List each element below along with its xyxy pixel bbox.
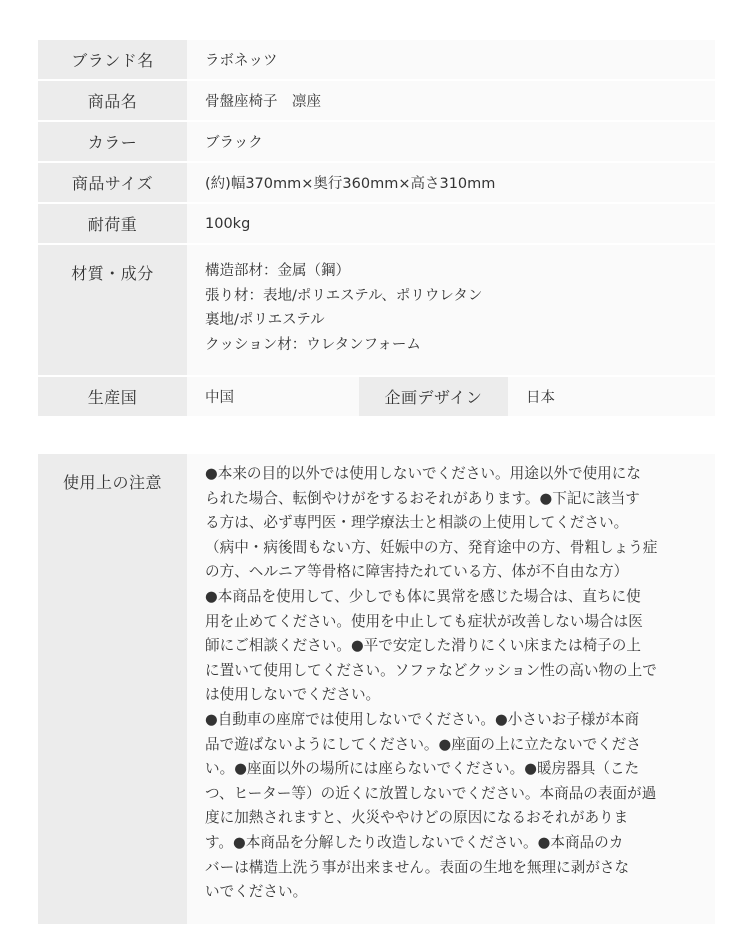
plan-design-label: 企画デザイン	[359, 377, 508, 416]
notice-line: いでください。	[205, 883, 308, 901]
origin-value: 中国	[187, 377, 359, 416]
size-value: (約)幅370mm×奥行360mm×高さ310mm	[187, 163, 715, 202]
usage-notice-text	[187, 454, 715, 924]
load-capacity-value: 100kg	[187, 204, 715, 243]
usage-notice-label: 使用上の注意	[38, 454, 187, 924]
material-line: クッション材：ウレタンフォーム	[205, 336, 421, 353]
notice-line: ●自動車の座席では使用しないでください。●小さいお子様が本商	[205, 710, 640, 728]
notice-line: バーは構造上洗う事が出来ません。表面の生地を無理に剥がさな	[205, 858, 630, 876]
notice-line: ●本商品を使用して、少しでも体に異常を感じた場合は、直ちに使	[205, 587, 641, 605]
color-row	[38, 122, 715, 161]
notice-line: 品で遊ばないようにしてください。●座面の上に立たないでくださ	[205, 735, 641, 753]
color-value: ブラック	[187, 122, 715, 161]
notice-line: られた場合、転倒やけがをするおそれがあります。●下記に該当す	[205, 489, 640, 507]
size-label: 商品サイズ	[38, 163, 187, 202]
product-name-label: 商品名	[38, 81, 187, 120]
material-line: 張り材：表地/ポリエステル、ポリウレタン	[205, 287, 483, 304]
notice-line: つ、ヒーター等）の近くに放置しないでください。本商品の表面が過	[205, 784, 657, 802]
product-name-row	[38, 81, 715, 120]
spec-table	[38, 40, 715, 418]
material-value	[187, 245, 715, 375]
brand-label: ブランド名	[38, 40, 187, 79]
notice-line: 度に加熱されますと、火災ややけどの原因になるおそれがありま	[205, 809, 629, 827]
load-capacity-label: 耐荷重	[38, 204, 187, 243]
notice-line: は使用しないでください。	[205, 686, 381, 704]
notice-line: ●本来の目的以外では使用しないでください。用途以外で使用にな	[205, 465, 641, 482]
usage-notice	[38, 454, 715, 924]
notice-line: す。●本商品を分解したり改造しないでください。●本商品のカ	[205, 833, 624, 851]
notice-line: に置いて使用してください。ソファなどクッション性の高い物の上で	[205, 661, 657, 679]
notice-line: の方、ヘルニア等骨格に障害持たれている方、体が不自由な方）	[205, 563, 629, 581]
notice-line: 師にご相談ください。●平で安定した滑りにくい床または椅子の上	[205, 637, 641, 655]
brand-row	[38, 40, 715, 79]
origin-row	[38, 377, 715, 416]
load-capacity-row	[38, 204, 715, 243]
notice-line: る方は、必ず専門医・理学療法士と相談の上使用してください。	[205, 514, 629, 532]
notice-line: 用を止めてください。使用を中止しても症状が改善しない場合は医	[205, 612, 643, 630]
notice-line: （病中・病後間もない方、妊娠中の方、発育途中の方、骨粗しょう症	[205, 538, 658, 556]
brand-value: ラボネッツ	[187, 40, 715, 79]
notice-line: い。●座面以外の場所には座らないでください。●暖房器具（こた	[205, 760, 640, 778]
color-label: カラー	[38, 122, 187, 161]
material-row	[38, 245, 715, 375]
product-name-value: 骨盤座椅子 凛座	[187, 81, 715, 120]
material-label: 材質・成分	[38, 245, 187, 375]
size-row	[38, 163, 715, 202]
origin-label: 生産国	[38, 377, 187, 416]
material-line: 裏地/ポリエステル	[205, 312, 325, 328]
plan-design-value: 日本	[508, 377, 715, 416]
material-line: 構造部材：金属（鋼）	[205, 263, 350, 279]
